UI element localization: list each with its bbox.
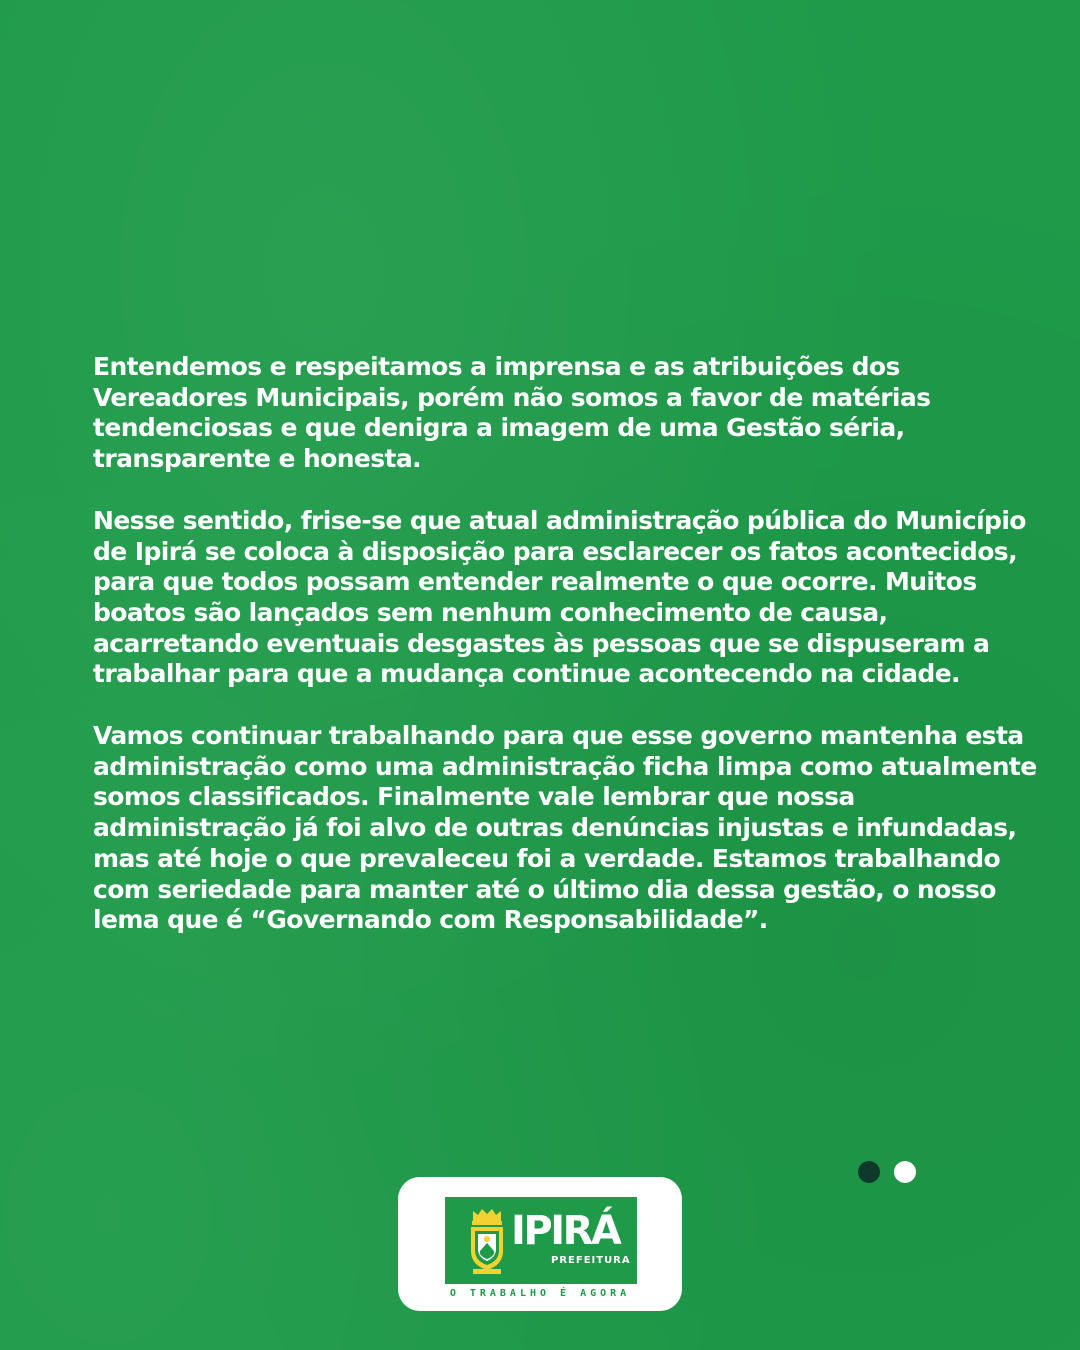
paragraph-1: Entendemos e respeitamos a imprensa e as atribuições dos Vereadores Municipais, porém não somos a favor de matérias tendenciosas e que denigra a imagem de uma Gestão séria, transparente e honesta.: [93, 352, 931, 474]
statement-text: [93, 352, 1038, 967]
paragraph-3: Vamos continuar trabalhando para que esse governo mantenha esta administração como uma administração ficha limpa como atualmente somos classificados. Finalmente vale lembrar que nossa administração já foi alvo de outras denúncias injustas e infundadas, mas até hoje o que prevaleceu foi a verdade. Estamos trabalhando com seriedade para manter até o último dia dessa gestão, o nosso lema que é “Governando com Responsabilidade”.: [93, 721, 1037, 935]
municipal-crest-icon: [467, 1207, 507, 1275]
logo-subtitle: PREFEITURA: [551, 1255, 631, 1266]
carousel-indicator: [858, 1161, 916, 1183]
carousel-dot-2[interactable]: [894, 1161, 916, 1183]
carousel-dot-1[interactable]: [858, 1161, 880, 1183]
logo-badge: [445, 1197, 637, 1284]
logo-name: IPIRÁ: [511, 1208, 620, 1254]
paragraph-2: Nesse sentido, frise-se que atual administração pública do Município de Ipirá se coloca à disposição para esclarecer os fatos acontecidos, para que todos possam entender realmente o que ocorre. Muitos boatos são lançados sem nenhum conhecimento de causa, acarretando eventuais desgastes às pessoas que se dispuseram a trabalhar para que a mudança continue acontecendo na cidade.: [93, 505, 1026, 689]
logo-slogan: O TRABALHO É AGORA: [449, 1288, 631, 1299]
prefeitura-logo: [398, 1177, 682, 1311]
